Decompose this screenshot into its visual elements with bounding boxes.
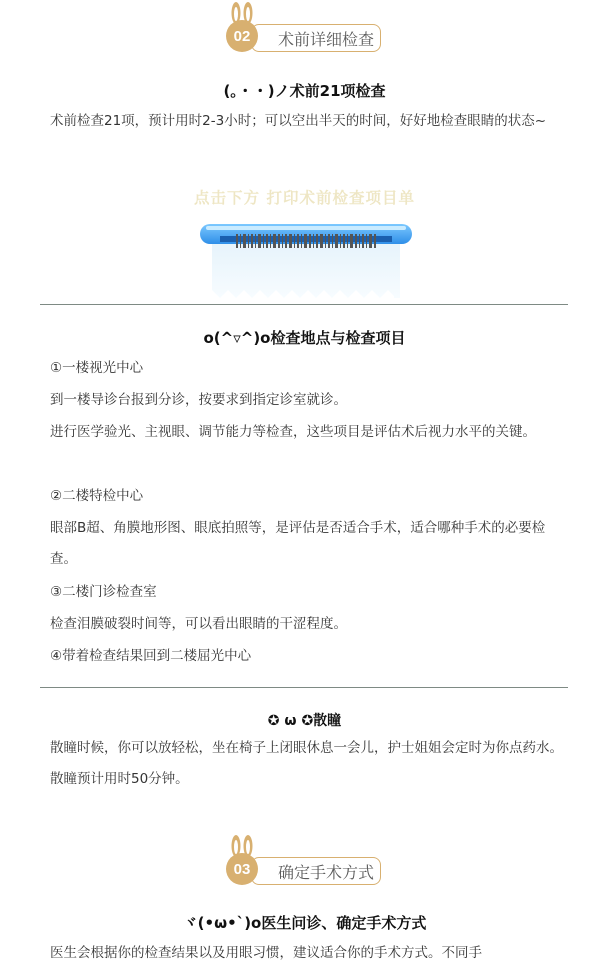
location-line: 眼部B超、角膜地形图、眼底拍照等，是评估是否适合手术，适合哪种手术的必要检查。 [50,520,546,567]
location-line: 检查泪膜破裂时间等，可以看出眼睛的干涩程度。 [50,616,347,632]
section-heading-locations: o(^▿^)o检查地点与检查项目 [203,329,406,347]
location-line: ②二楼特检中心 [50,488,144,504]
step-title-pill [251,857,381,885]
printer-icon[interactable] [198,218,414,298]
intro-paragraph: 术前检查21项，预计用时2-3小时；可以空出半天的时间，好好地检查眼睛的状态~ [50,113,547,129]
consultation-paragraph: 医生会根据你的检查结果以及用眼习惯，建议适合你的手术方式。不同手 [50,945,482,961]
step-number: 02 [226,20,258,52]
print-checklist-link[interactable]: 点击下方 打印术前检查项目单 [194,189,415,207]
section-heading-dilation: ✪ ω ✪散瞳 [267,713,342,729]
location-line: ①一楼视光中心 [50,360,144,376]
location-line: ③二楼门诊检查室 [50,584,157,600]
location-line: ④带着检查结果回到二楼屈光中心 [50,648,252,664]
step-badge-02 [225,2,390,62]
location-line: 到一楼导诊台报到分诊，按要求到指定诊室就诊。 [50,392,347,408]
step-badge-03 [225,835,390,895]
divider [40,304,568,305]
step-title-pill [251,24,381,52]
dilation-paragraph: 散瞳时候，你可以放轻松，坐在椅子上闭眼休息一会儿，护士姐姐会定时为你点药水。散瞳预计用时50分钟。 [50,740,563,787]
step-title: 术前详细检查 [278,29,375,49]
location-line: 进行医学验光、主视眼、调节能力等检查，这些项目是评估术后视力水平的关键。 [50,424,536,440]
step-number: 03 [226,853,258,885]
section-heading-checks: (。・・)ノ术前21项检查 [223,82,386,100]
section-heading-consultation: ヾ(•ω•`)o医生问诊、确定手术方式 [182,914,427,932]
divider [40,687,568,688]
step-title: 确定手术方式 [278,862,375,882]
